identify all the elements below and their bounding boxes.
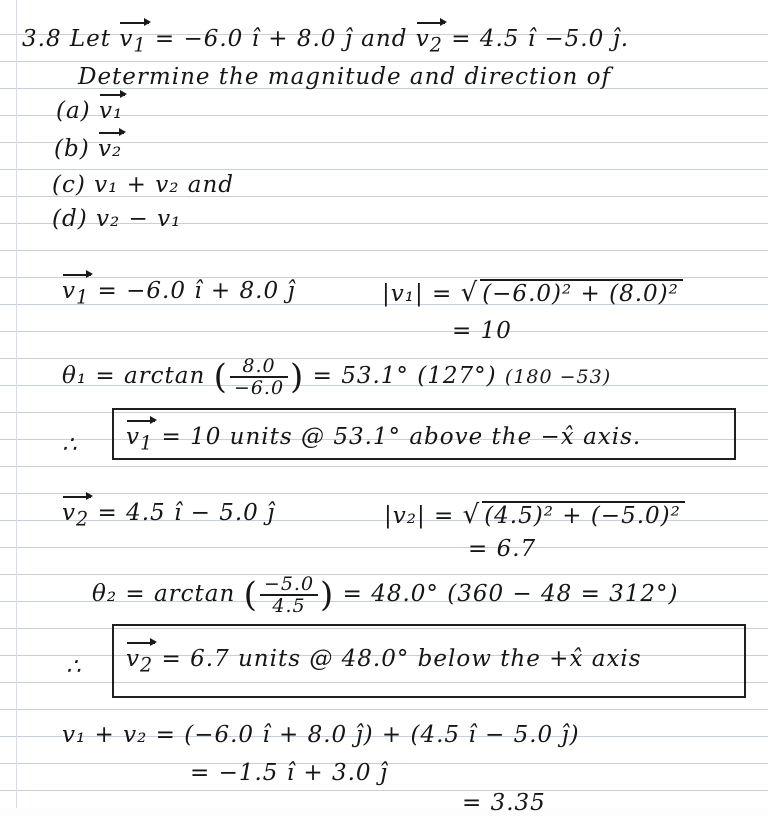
part-expression: v₂ xyxy=(97,136,123,162)
part-c xyxy=(52,172,234,198)
v1-definition: = −6.0 î + 8.0 ĵ and xyxy=(154,26,408,52)
v2-result-line xyxy=(126,646,642,677)
theta1-label: θ₁ = arctan xyxy=(62,363,206,389)
theta2-line: θ₂ = arctan ( $\frac{-5.0}{4.5}$ ) = 48.0° (360 − 48 = 312°) xyxy=(92,573,679,617)
part-label: (b) xyxy=(54,136,90,162)
v2-symbol: $v_2$ xyxy=(62,500,90,531)
theta1-alt: (127°) xyxy=(417,363,497,389)
v1-symbol: $v_1$ xyxy=(126,424,154,455)
theta2-label: θ₂ = arctan xyxy=(92,581,236,607)
theta1-fraction: $\frac{8.0}{-6.0}$ xyxy=(230,356,288,398)
v1-components: = −6.0 î + 8.0 ĵ xyxy=(97,278,296,304)
part-d xyxy=(52,206,181,232)
part-expression: v₂ − v₁ xyxy=(95,206,182,232)
theta1-line: θ₁ = arctan ( $\frac{8.0}{-6.0}$ ) = 53.1° (127°) (180 −53) xyxy=(62,355,612,399)
v2-magnitude-line: |v₂| = √ (4.5)² + (−5.0)² xyxy=(384,500,685,530)
v1-magnitude-line: |v₁| = √ (−6.0)² + (8.0)² xyxy=(382,278,683,308)
v2-symbol: $v_2$ xyxy=(415,26,443,57)
therefore-symbol-2: ∴ xyxy=(66,654,82,680)
theta2-fraction: $\frac{-5.0}{4.5}$ xyxy=(260,574,318,616)
v1-magnitude-value: = 10 xyxy=(452,318,512,344)
v2-definition: = 4.5 î −5.0 ĵ. xyxy=(451,26,630,52)
v2-magnitude-radicand: (4.5)² + (−5.0)² xyxy=(482,501,685,529)
sum-line: v₁ + v₂ = (−6.0 î + 8.0 ĵ) + (4.5 î − 5.0 ĵ) xyxy=(62,722,580,748)
part-label: (d) xyxy=(52,206,88,232)
v2-components: = 4.5 î − 5.0 ĵ xyxy=(97,500,276,526)
problem-number: 3.8 xyxy=(22,26,62,52)
v1-symbol: $v_1$ xyxy=(62,278,90,309)
theta2-value: = 48.0° xyxy=(342,581,439,607)
v2-symbol: $v_2$ xyxy=(126,646,154,677)
v1-magnitude-radicand: (−6.0)² + (8.0)² xyxy=(480,279,683,307)
part-b xyxy=(54,136,122,162)
part-label: (c) xyxy=(52,172,86,198)
v1-magnitude-label: |v₁| = xyxy=(382,281,453,307)
theta2-calc: (360 − 48 = 312°) xyxy=(447,581,679,607)
therefore-symbol-1: ∴ xyxy=(62,432,78,458)
determine-line: Determine the magnitude and direction of xyxy=(78,64,611,90)
part-label: (a) xyxy=(56,98,91,124)
v2-magnitude-value: = 6.7 xyxy=(468,536,537,562)
theta1-value: = 53.1° xyxy=(312,363,409,389)
v1-component-line xyxy=(62,278,296,309)
part-a xyxy=(56,98,123,124)
v1-symbol: $v_1$ xyxy=(119,26,147,57)
theta1-calc: (180 −53) xyxy=(504,366,612,388)
v2-magnitude-label: |v₂| = xyxy=(384,503,455,529)
let-text: Let xyxy=(69,26,112,52)
sum-magnitude-value: = 3.35 xyxy=(462,790,546,816)
v2-component-line xyxy=(62,500,275,531)
part-expression: v₁ + v₂ and xyxy=(94,172,235,198)
margin-line xyxy=(16,0,17,808)
v1-result-line xyxy=(126,424,641,455)
v1-result: = 10 units @ 53.1° above the −x̂ axis. xyxy=(161,424,642,450)
v2-result: = 6.7 units @ 48.0° below the +x̂ axis xyxy=(161,646,642,672)
sum-result: = −1.5 î + 3.0 ĵ xyxy=(190,760,389,786)
part-expression: v₁ xyxy=(98,98,124,124)
problem-statement-line xyxy=(22,26,629,57)
